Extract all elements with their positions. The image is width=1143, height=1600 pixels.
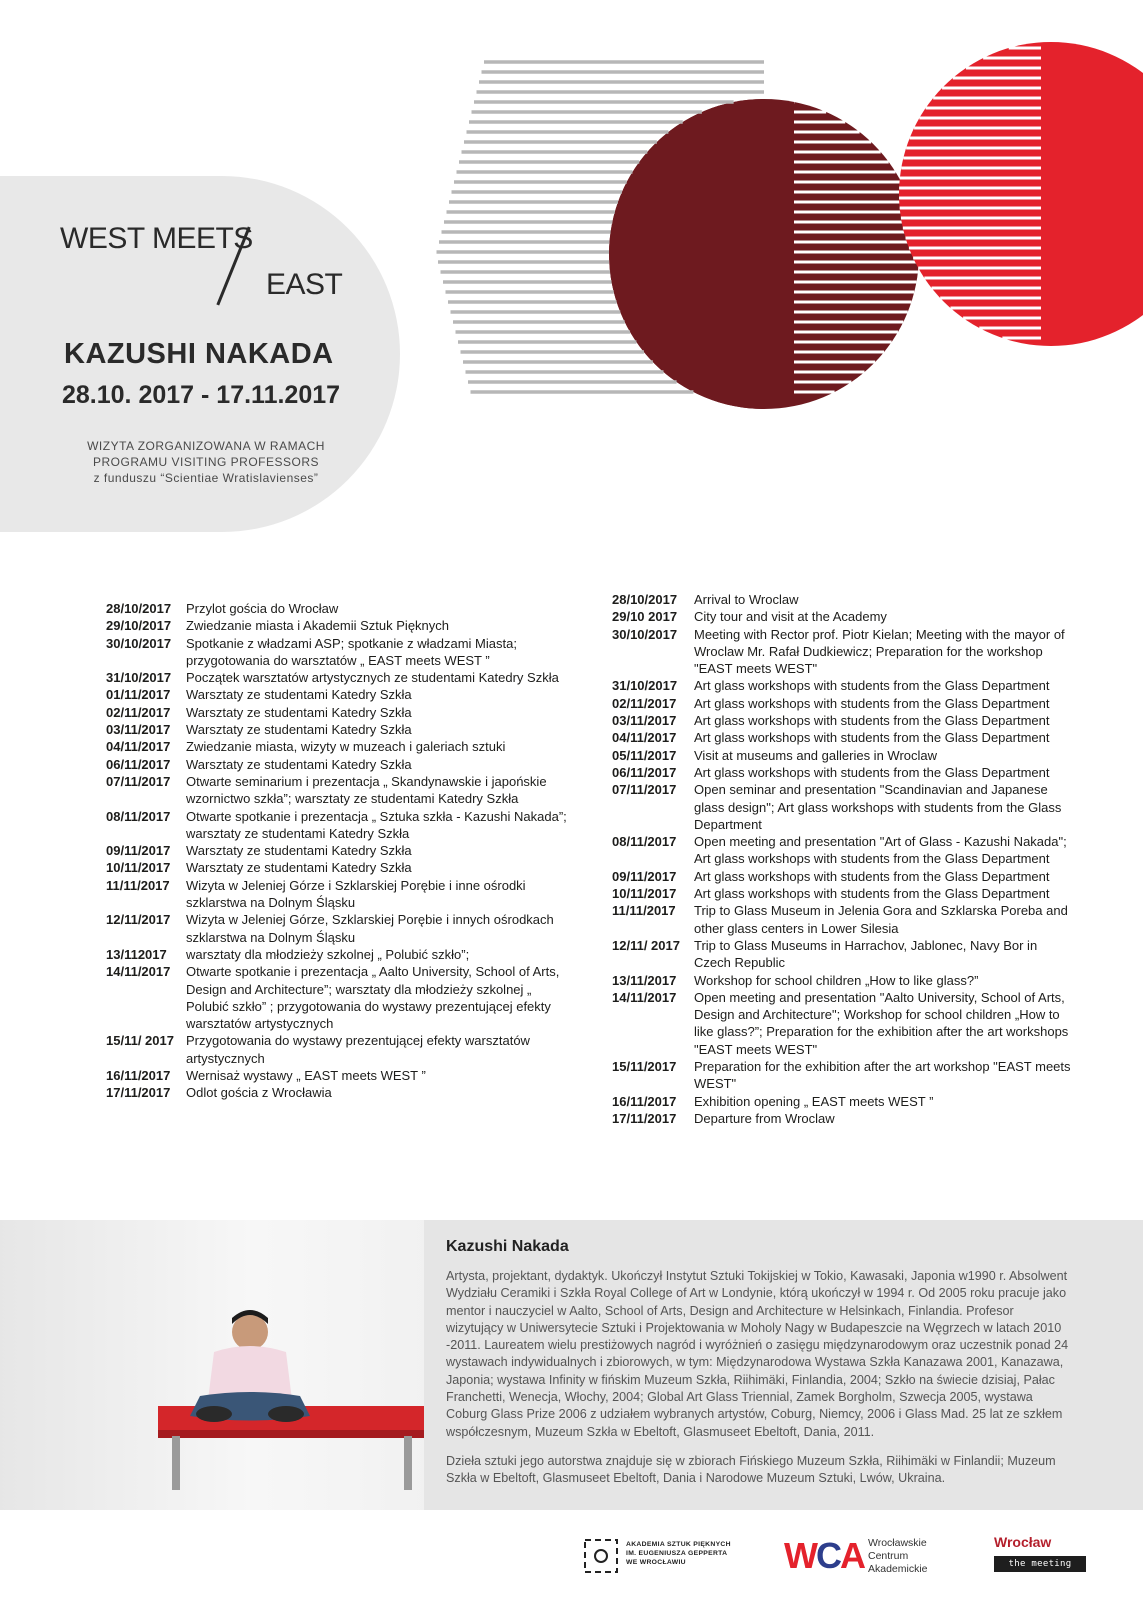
schedule-text: Trip to Glass Museums in Harrachov, Jablonec, Navy Bor in Czech Republic [694,937,1038,971]
schedule-text: Otwarte seminarium i prezentacja „ Skandynawskie i japońskie wzornictwo szkła”; warsztaty ze studentami Katedry Szkła [186,773,547,807]
schedule-row [106,946,576,963]
schedule-text: Warsztaty ze studentami Katedry Szkła [186,704,412,720]
schedule-text: Trip to Glass Museum in Jelenia Gora and Szklarska Poreba and other glass centers in Lower Silesia [694,903,1068,936]
schedule-english [612,591,1072,1127]
schedule-date: 31/10/2017 [106,670,172,686]
schedule-date: 30/10/2017 [106,635,172,651]
schedule-text: Arrival to Wroclaw [694,592,799,607]
schedule-date: 28/10/2017 [106,601,172,616]
bio-paragraph: Artysta, projektant, dydaktyk. Ukończył Instytut Sztuki Tokijskiej w Tokio, Kawasaki, Japonia w1990 r. Absolwent Wydziału Ceramiki i Szkła Royal College of Art w Londynie, którą ukończył w 1994 r. Od 2005 roku pracuje jako mentor i nauczyciel w Aalto, School of Arts, Design and Architecture w Helsinkach, Finlandia. Profesor wizytujący w Uniwersytecie Sztuki i Projektowania w Moholy Nagy w Budapeszcie na Węgrzech w latach 2010 -2011. Laureatem wielu prestiżowych nagród i wyróżnień o zasięgu międzynarodowym oraz uczestnik ponad 24 wystawach indywidualnych i zbiorowych, w tym: Międzynarodowa Wystawa Szkła Kanazawa 2001, Kanazawa, Japonia; wystawa Infinity w fińskim Muzeum Szkła, Riihimäki, Finlandia, 2004; Szkło na świecie dzisiaj, Pałac Franchetti, Wenecja, Włochy, 2004; Global Art Glass Triennial, Zamek Borgholm, Szwecja 2005, wystawa Coburg Glass Prize 2006 z udziałem wybranych artystów, Coburg, Niemcy, 2006 i Glass Mad. 25 lat ze szkłem współczesnym, Muzeum Szkła w Ebeltoft, Glasmuseet Ebeltoft, Dania, 2011. [446,1269,1069,1439]
schedule-text: Meeting with Rector prof. Piotr Kielan; Meeting with the mayor of Wroclaw Mr. Rafał Dudkiewicz; Preparation for the workshop "EAST meets WEST" [694,626,1065,677]
schedule-date: 07/11/2017 [106,773,171,789]
schedule-row [612,729,1072,746]
bio-text [446,1268,1070,1488]
schedule-text: Warsztaty ze studentami Katedry Szkła [186,860,412,876]
schedule-row [106,773,576,808]
schedule-row [612,1058,1072,1093]
schedule-date: 11/11/2017 [106,877,170,893]
event-dates: 28.10. 2017 - 17.11.2017 [62,381,341,409]
schedule-text: Art glass workshops with students from the Glass Department [694,695,1050,711]
schedule-row [612,868,1072,885]
schedule-date: 12/11/2017 [106,912,171,928]
schedule-date: 07/11/2017 [612,782,677,798]
asp-emblem-icon [582,1537,620,1575]
schedule-date: 06/11/2017 [106,756,171,772]
schedule-row [106,686,576,703]
schedule-row [612,677,1072,694]
schedule-date: 13/11/2017 [612,972,677,988]
schedule-text: Art glass workshops with students from the Glass Department [694,764,1050,780]
schedule-row [106,635,576,670]
wroclaw-tagline: the meeting place [994,1556,1086,1572]
artist-photo [0,1220,424,1510]
schedule-row [106,842,576,859]
schedule-text: Departure from Wroclaw [694,1110,835,1126]
schedule-text: Open seminar and presentation "Scandinavian and Japanese glass design"; Art glass workshops with students from the Glass Department [694,782,1062,832]
schedule-text: Art glass workshops with students from the Glass Department [694,730,1050,746]
schedule-text: Open meeting and presentation "Aalto University, School of Arts, Design and Architecture"; Workshop for school children „How to like glass?”; Preparation for the exhibition after the art workshops "EAST meets WEST" [694,989,1069,1057]
schedule-polish [106,600,576,1102]
schedule-date: 17/11/2017 [612,1110,677,1126]
asp-line: WE WROCŁAWIU [626,1559,686,1566]
schedule-date: 02/11/2017 [612,695,677,711]
schedule-date: 17/11/2017 [106,1085,171,1101]
schedule-row [106,877,576,912]
schedule-date: 04/11/2017 [612,730,677,746]
visit-line: WIZYTA ZORGANIZOWANA W RAMACH [87,439,325,453]
wroclaw-wordmark: Wrocław [994,1534,1052,1550]
schedule-row [612,712,1072,729]
schedule-text: Workshop for school children „How to like glass?” [694,972,979,988]
schedule-text: Wizyta w Jeleniej Górze i Szklarskiej Porębie i inne ośrodki szklarstwa na Dolnym Śląsku [186,877,526,911]
schedule-text: Visit at museums and galleries in Wroclaw [694,747,938,763]
wroclaw-logo [994,1534,1090,1585]
schedule-row [612,989,1072,1058]
schedule-date: 29/10/2017 [106,618,172,634]
schedule-date: 13/112017 [106,946,167,962]
schedule-date: 14/11/2017 [612,989,677,1005]
schedule-date: 16/11/2017 [612,1093,677,1109]
schedule-row [612,902,1072,937]
schedule-text: Spotkanie z władzami ASP; spotkanie z władzami Miasta; przygotowania do warsztatów „ EAST meets WEST ” [186,635,517,668]
schedule-text: Zwiedzanie miasta, wizyty w muzeach i galeriach sztuki [186,739,506,755]
schedule-row [106,738,576,755]
schedule-row [106,1067,576,1084]
visit-line: PROGRAMU VISITING PROFESSORS [92,455,320,469]
schedule-text: Exhibition opening „ EAST meets WEST ” [694,1093,934,1109]
schedule-date: 04/11/2017 [106,739,171,755]
schedule-date: 12/11/ 2017 [612,937,680,953]
schedule-text: Zwiedzanie miasta i Akademii Sztuk Pięknych [186,618,450,634]
schedule-date: 28/10/2017 [612,592,678,607]
schedule-text: Wizyta w Jeleniej Górze, Szklarskiej Porębie i innych ośrodkach szklarstwa na Dolnym Śląsku [186,912,554,945]
schedule-row [106,1032,576,1067]
schedule-text: warsztaty dla młodzieży szkolnej „ Polubić szkło”; [186,946,470,962]
schedule-text: Art glass workshops with students from the Glass Department [694,678,1050,694]
schedule-text: Warsztaty ze studentami Katedry Szkła [186,687,412,703]
schedule-text: Odlot gościa z Wrocławia [186,1085,332,1101]
schedule-row [106,911,576,946]
wca-logo [784,1531,944,1579]
wca-line: Centrum [868,1550,909,1562]
schedule-text: Warsztaty ze studentami Katedry Szkła [186,756,412,772]
bio-title: Kazushi Nakada [446,1238,569,1255]
schedule-row [106,1084,576,1101]
asp-logo [582,1537,732,1577]
schedule-text: Otwarte spotkanie i prezentacja „ Aalto University, School of Arts, Design and Architecture”; warsztaty dla młodzieży szkolnej „ Polubić szkło” ; przygotowania do wystawy prezentującej efekty warsztatów artystycznych [186,964,560,1032]
schedule-text: Przylot gościa do Wrocław [186,601,339,616]
title-east: EAST [266,268,343,301]
schedule-date: 03/11/2017 [106,722,171,738]
schedule-row [106,704,576,721]
schedule-row [612,1110,1072,1127]
schedule-row [106,859,576,876]
schedule-row [106,963,576,1032]
wca-line: Akademickie [868,1563,928,1575]
dark-circle-stripes [437,62,920,409]
schedule-date: 09/11/2017 [106,843,171,859]
schedule-row [612,764,1072,781]
schedule-date: 14/11/2017 [106,964,171,980]
schedule-date: 01/11/2017 [106,687,171,703]
schedule-date: 31/10/2017 [612,678,678,694]
schedule-row [612,1093,1072,1110]
schedule-text: Open meeting and presentation "Art of Glass - Kazushi Nakada"; Art glass workshops with students from the Glass Department [694,834,1067,867]
schedule-date: 30/10/2017 [612,626,678,642]
schedule-row [106,669,576,686]
asp-line: AKADEMIA SZTUK PIĘKNYCH [626,1541,731,1548]
schedule-date: 06/11/2017 [612,764,677,780]
schedule-row [612,626,1072,678]
schedule-row [612,608,1072,625]
schedule-row [612,747,1072,764]
schedule-date: 15/11/2017 [612,1059,677,1075]
schedule-text: Preparation for the exhibition after the art workshop "EAST meets WEST" [694,1059,1071,1092]
schedule-date: 05/11/2017 [612,747,677,763]
wca-mark: WCA [784,1535,864,1576]
red-circle-stripes [899,42,1143,346]
schedule-text: Wernisaż wystawy „ EAST meets WEST ” [186,1068,426,1084]
schedule-date: 16/11/2017 [106,1068,171,1084]
schedule-date: 08/11/2017 [106,808,171,824]
schedule-date: 09/11/2017 [612,868,677,884]
wca-line: Wrocławskie [868,1537,927,1549]
schedule-date: 03/11/2017 [612,713,677,729]
visit-note [46,438,366,486]
schedule-row [612,833,1072,868]
artist-name: KAZUSHI NAKADA [64,338,334,370]
visit-line: z funduszu “Scientiae Wratislavienses” [93,471,319,485]
schedule-text: Art glass workshops with students from the Glass Department [694,886,1050,902]
schedule-date: 10/11/2017 [106,860,171,876]
schedule-text: Warsztaty ze studentami Katedry Szkła [186,843,412,859]
asp-line: IM. EUGENIUSZA GEPPERTA [626,1550,728,1557]
title-west-meets: WEST MEETS [60,222,253,255]
schedule-row [612,591,1072,608]
schedule-row [612,885,1072,902]
schedule-text: Otwarte spotkanie i prezentacja „ Sztuka szkła - Kazushi Nakada”; warsztaty ze studentami Katedry Szkła [186,808,567,841]
schedule-text: Warsztaty ze studentami Katedry Szkła [186,722,412,738]
schedule-row [106,600,576,617]
schedule-row [106,756,576,773]
schedule-date: 29/10 2017 [612,609,678,625]
schedule-row [612,937,1072,972]
schedule-date: 11/11/2017 [612,903,676,919]
schedule-row [612,695,1072,712]
schedule-text: Art glass workshops with students from the Glass Department [694,713,1050,729]
schedule-text: City tour and visit at the Academy [694,609,887,625]
schedule-date: 02/11/2017 [106,704,171,720]
schedule-date: 08/11/2017 [612,834,677,850]
schedule-row [612,972,1072,989]
schedule-date: 10/11/2017 [612,886,677,902]
schedule-row [106,617,576,634]
schedule-row [612,781,1072,833]
bio-paragraph: Dzieła sztuki jego autorstwa znajduje się w zbiorach Fińskiego Muzeum Szkła, Riihimäki w Finlandii; Muzeum Szkła w Ebeltoft, Glasmuseet Ebeltoft, Dania i Narodowe Muzeum Sztuki, Lwów, Ukraina. [446,1453,1056,1486]
schedule-row [106,808,576,843]
schedule-text: Art glass workshops with students from the Glass Department [694,868,1050,884]
schedule-text: Początek warsztatów artystycznych ze studentami Katedry Szkła [186,670,559,686]
schedule-date: 15/11/ 2017 [106,1033,174,1049]
schedule-row [106,721,576,738]
schedule-text: Przygotowania do wystawy prezentującej efekty warsztatów artystycznych [186,1033,530,1066]
